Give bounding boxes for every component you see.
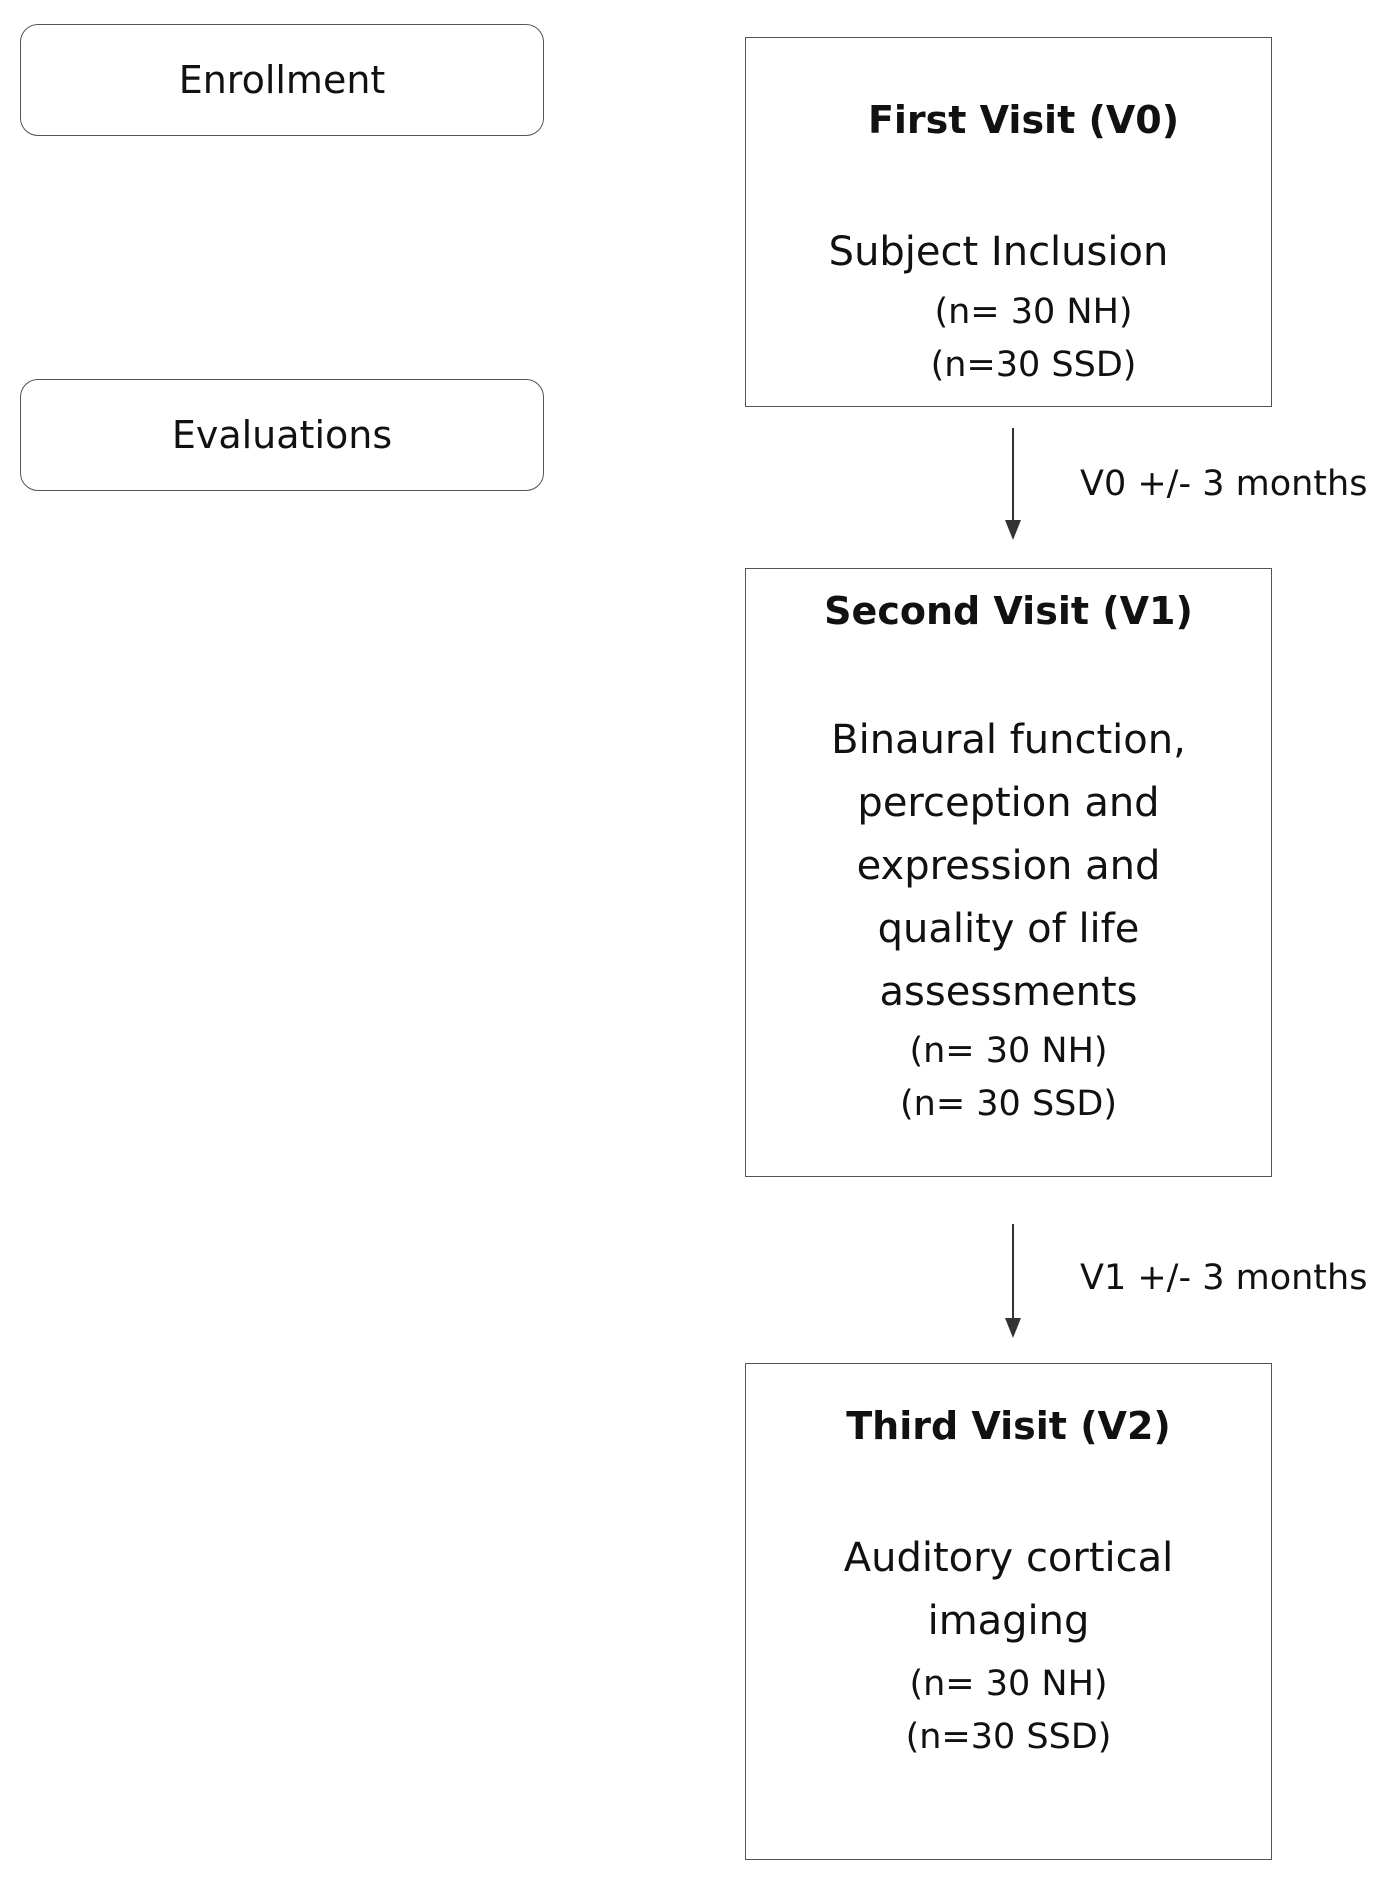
stage-label: Enrollment <box>178 58 386 102</box>
stage-enrollment <box>20 24 544 136</box>
visit-title: Second Visit (V1) <box>824 589 1193 633</box>
description-line: expression and <box>856 843 1161 889</box>
stage-evaluations <box>20 379 544 491</box>
visit-count-ssd: (n=30 SSD) <box>905 1717 1112 1757</box>
visit-count-nh: (n= 30 NH) <box>934 292 1133 332</box>
arrow-down <box>1005 428 1021 540</box>
visit-count-nh: (n= 30 NH) <box>909 1664 1108 1704</box>
second-visit-box <box>745 568 1272 1177</box>
description-line: imaging <box>927 1598 1090 1644</box>
visit-description: Subject Inclusion <box>828 229 1169 275</box>
description-line: perception and <box>857 780 1160 826</box>
visit-description <box>746 1527 1271 1653</box>
third-visit-box <box>745 1363 1272 1860</box>
visit-count-ssd: (n= 30 SSD) <box>900 1084 1117 1124</box>
interval-label: V1 +/- 3 months <box>1080 1258 1368 1298</box>
description-line: Binaural function, <box>831 717 1186 763</box>
visit-title: First Visit (V0) <box>867 98 1180 142</box>
description-line: assessments <box>879 969 1138 1015</box>
visit-description <box>746 709 1271 1024</box>
visit-title: Third Visit (V2) <box>846 1404 1171 1448</box>
arrow-down <box>1005 1224 1021 1338</box>
stage-label: Evaluations <box>171 413 393 457</box>
first-visit-box <box>745 37 1272 407</box>
description-line: Auditory cortical <box>843 1535 1174 1581</box>
description-line: quality of life <box>877 906 1140 952</box>
interval-label: V0 +/- 3 months <box>1080 464 1368 504</box>
visit-count-nh: (n= 30 NH) <box>909 1031 1108 1071</box>
visit-count-ssd: (n=30 SSD) <box>930 345 1137 385</box>
